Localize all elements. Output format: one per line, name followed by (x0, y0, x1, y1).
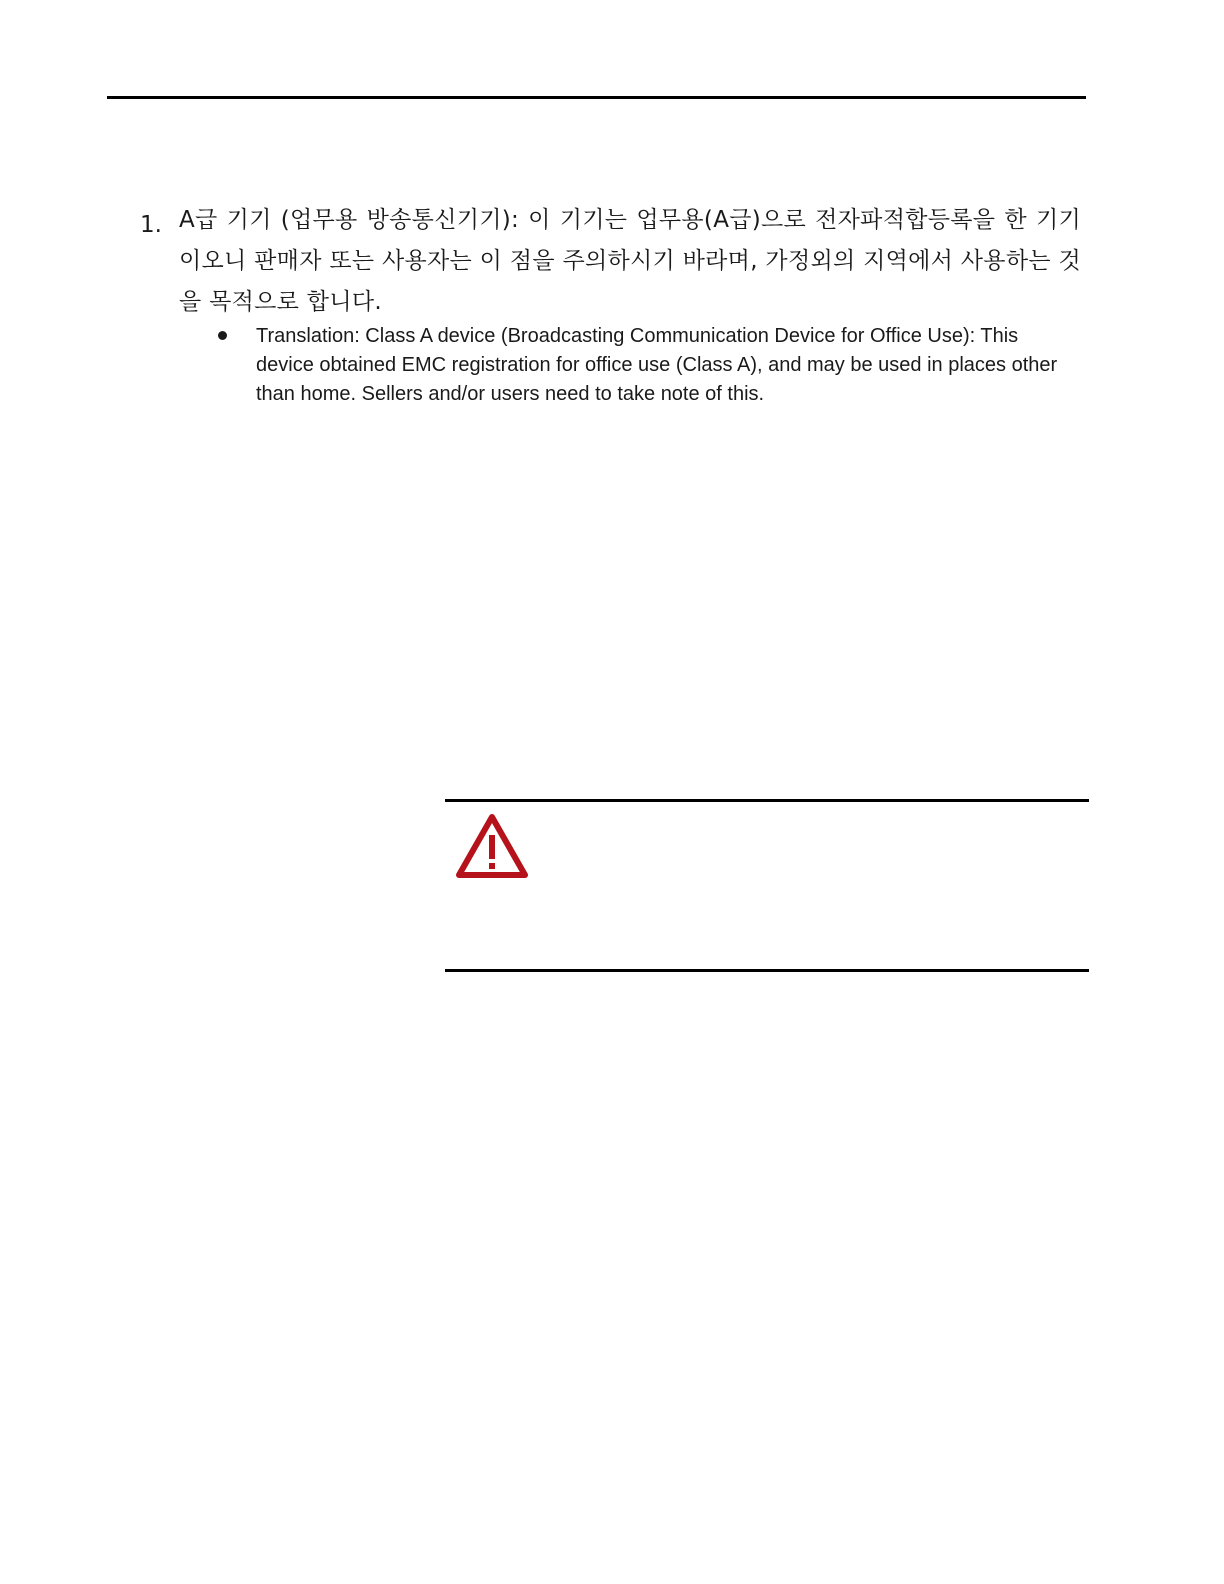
korean-notice-text: A급 기기 (업무용 방송통신기기): 이 기기는 업무용(A급)으로 전자파적합등록을 한 기기이오니 판매자 또는 사용자는 이 점을 주의하시기 바라며, 가정외의 지역에서 사용하는 것을 목적으로 합니다. (179, 207, 1081, 315)
warning-top-rule (445, 799, 1089, 802)
warning-triangle-icon (456, 813, 528, 879)
translation-text: Translation: Class A device (Broadcasting Communication Device for Office Use): This device obtained EMC registration for office use (Class A), and may be used in places other than home. Sellers and/or users need to take note of this. (256, 325, 1058, 405)
header-rule (107, 96, 1086, 99)
bullet-dot (218, 331, 227, 340)
list-item-number: 1. (140, 212, 162, 238)
warning-bottom-rule (445, 969, 1089, 972)
